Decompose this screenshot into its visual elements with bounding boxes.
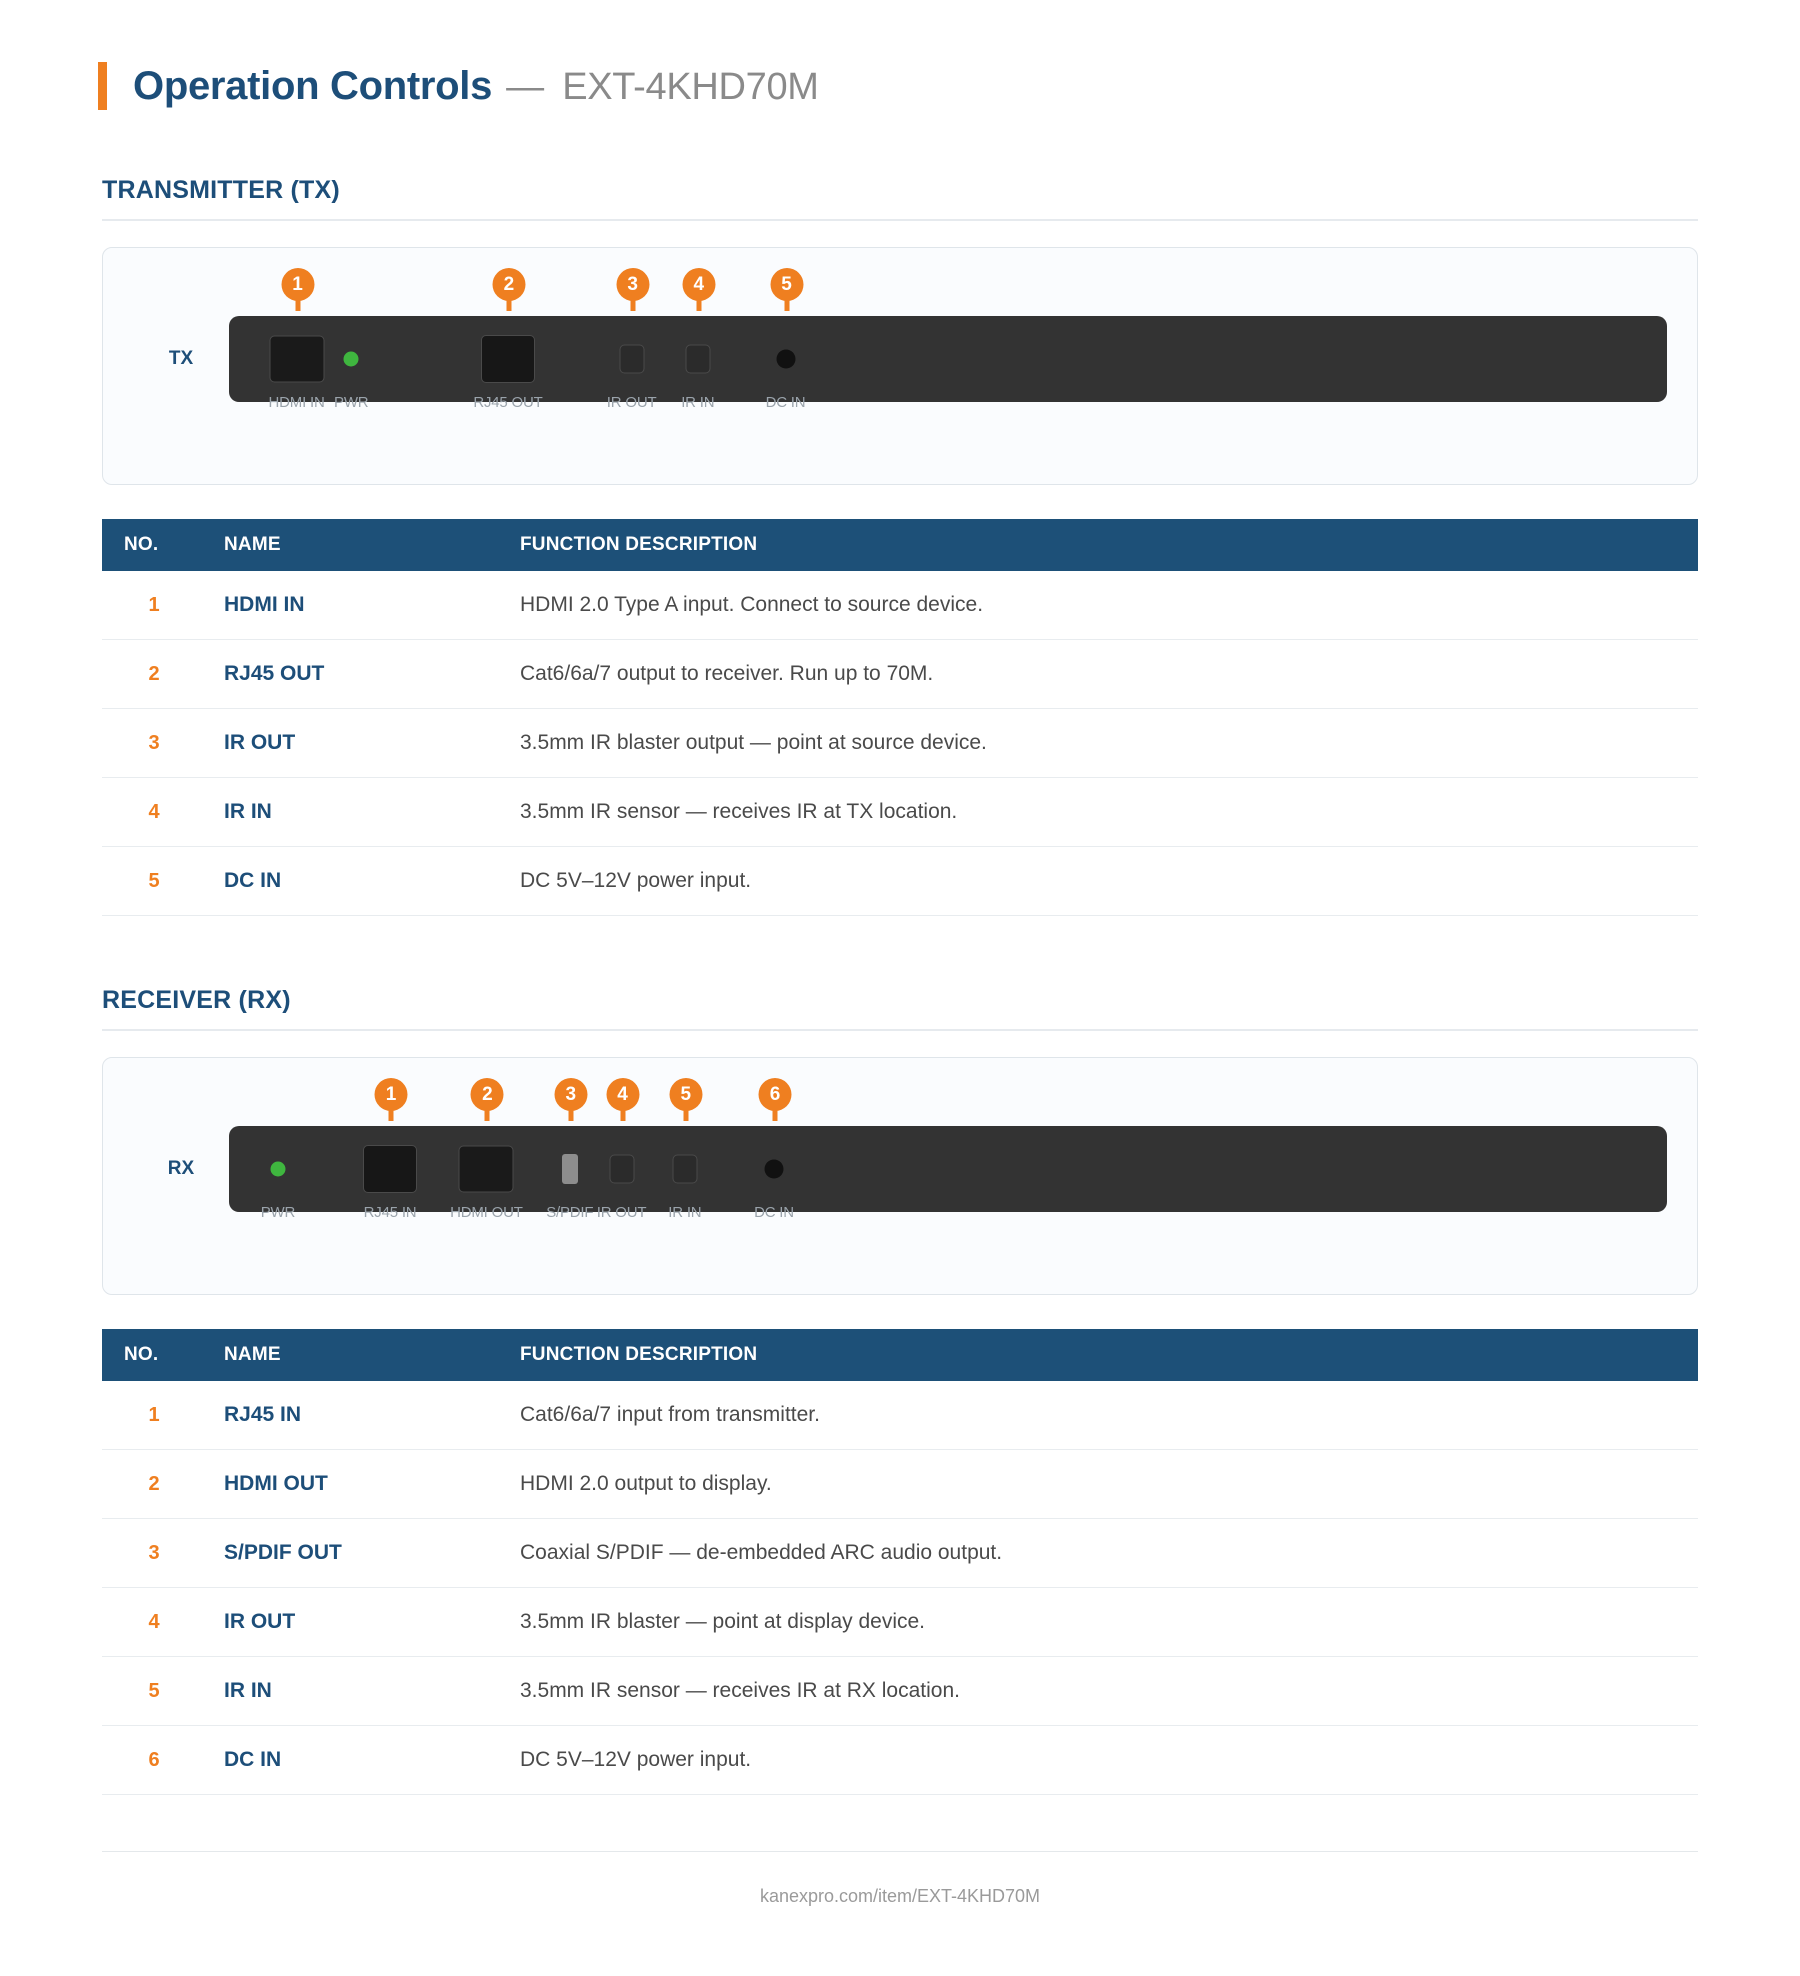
- callout-marker-5: [669, 1078, 702, 1121]
- ir-jack-icon: [609, 1155, 634, 1184]
- callout-number: 4: [682, 268, 715, 301]
- callout-marker-3: [554, 1078, 587, 1121]
- callout-stem: [389, 1108, 394, 1121]
- row-port-name: HDMI OUT: [224, 1450, 520, 1519]
- callout-number: 2: [471, 1078, 504, 1111]
- receiver-diagram-card: [102, 1057, 1698, 1295]
- row-port-name: DC IN: [224, 847, 520, 916]
- port-label: HDMI IN: [268, 394, 325, 411]
- dc-jack-icon: [765, 1160, 784, 1179]
- callout-stem: [773, 1108, 778, 1121]
- row-description: Cat6/6a/7 input from transmitter.: [520, 1381, 1698, 1450]
- callout-marker-1: [281, 268, 314, 311]
- dc-jack-icon: [776, 350, 795, 369]
- port-label: DC IN: [765, 394, 806, 411]
- row-port-name: IR OUT: [224, 709, 520, 778]
- row-number: 5: [102, 1657, 224, 1726]
- port-label: RJ45 IN: [363, 1204, 417, 1221]
- callout-number: 5: [669, 1078, 702, 1111]
- callout-stem: [620, 1108, 625, 1121]
- table-row: [102, 1657, 1698, 1726]
- callout-number: 1: [375, 1078, 408, 1111]
- column-header-desc: FUNCTION DESCRIPTION: [520, 1329, 1698, 1381]
- callout-marker-4: [606, 1078, 639, 1121]
- callout-number: 3: [554, 1078, 587, 1111]
- transmitter-port-table: [102, 519, 1698, 916]
- column-header-no: NO.: [102, 519, 224, 571]
- transmitter-table-body: [102, 571, 1698, 916]
- table-header-row: [102, 519, 1698, 571]
- receiver-port-table: [102, 1329, 1698, 1795]
- callout-marker-5: [770, 268, 803, 311]
- callout-number: 4: [606, 1078, 639, 1111]
- column-header-name: NAME: [224, 519, 520, 571]
- callout-stem: [630, 298, 635, 311]
- ir-jack-icon: [619, 345, 644, 374]
- row-port-name: DC IN: [224, 1726, 520, 1795]
- table-row: [102, 1519, 1698, 1588]
- port-label: IR IN: [681, 394, 715, 411]
- row-description: 3.5mm IR blaster — point at display device.: [520, 1588, 1698, 1657]
- hdmi-port-icon: [459, 1146, 514, 1193]
- section-heading-transmitter: TRANSMITTER (TX): [102, 176, 1698, 221]
- row-number: 4: [102, 778, 224, 847]
- callout-stem: [295, 298, 300, 311]
- column-header-no: NO.: [102, 1329, 224, 1381]
- page-title-model: EXT-4KHD70M: [562, 65, 819, 108]
- row-description: Cat6/6a/7 output to receiver. Run up to 70M.: [520, 640, 1698, 709]
- port-label: HDMI OUT: [450, 1204, 523, 1221]
- receiver-table-body: [102, 1381, 1698, 1795]
- row-description: 3.5mm IR sensor — receives IR at TX location.: [520, 778, 1698, 847]
- table-row: [102, 778, 1698, 847]
- column-header-name: NAME: [224, 1329, 520, 1381]
- transmitter-device-row: [103, 316, 1697, 411]
- row-number: 1: [102, 571, 224, 640]
- power-led-icon: [270, 1162, 285, 1177]
- table-row: [102, 1726, 1698, 1795]
- port-label: PWR: [334, 394, 369, 411]
- port-label: S/PDIF: [546, 1204, 594, 1221]
- callout-number: 2: [492, 268, 525, 301]
- row-port-name: IR IN: [224, 1657, 520, 1726]
- port-label: IR OUT: [596, 1204, 647, 1221]
- row-number: 2: [102, 640, 224, 709]
- table-row: [102, 1588, 1698, 1657]
- ir-jack-icon: [685, 345, 710, 374]
- table-row: [102, 1381, 1698, 1450]
- column-header-desc: FUNCTION DESCRIPTION: [520, 519, 1698, 571]
- row-port-name: IR IN: [224, 778, 520, 847]
- callout-marker-3: [616, 268, 649, 311]
- footer-url: kanexpro.com/item/EXT-4KHD70M: [102, 1851, 1698, 1907]
- callout-number: 6: [759, 1078, 792, 1111]
- callout-stem: [506, 298, 511, 311]
- row-port-name: S/PDIF OUT: [224, 1519, 520, 1588]
- operation-controls-page: [0, 62, 1800, 1976]
- callout-number: 3: [616, 268, 649, 301]
- table-row: [102, 709, 1698, 778]
- row-description: 3.5mm IR blaster output — point at source device.: [520, 709, 1698, 778]
- callout-stem: [683, 1108, 688, 1121]
- transmitter-diagram-card: [102, 247, 1698, 485]
- port-label: DC IN: [754, 1204, 794, 1221]
- table-row: [102, 640, 1698, 709]
- row-description: Coaxial S/PDIF — de-embedded ARC audio output.: [520, 1519, 1698, 1588]
- row-number: 3: [102, 1519, 224, 1588]
- row-number: 4: [102, 1588, 224, 1657]
- table-header-row: [102, 1329, 1698, 1381]
- callout-marker-2: [492, 268, 525, 311]
- row-description: HDMI 2.0 output to display.: [520, 1450, 1698, 1519]
- callout-stem: [784, 298, 789, 311]
- callout-stem: [696, 298, 701, 311]
- transmitter-device-label: TX: [168, 348, 194, 369]
- port-label: IR IN: [668, 1204, 702, 1221]
- row-description: DC 5V–12V power input.: [520, 1726, 1698, 1795]
- row-port-name: RJ45 IN: [224, 1381, 520, 1450]
- port-label: IR OUT: [606, 394, 657, 411]
- row-number: 3: [102, 709, 224, 778]
- receiver-device-label: RX: [167, 1158, 195, 1179]
- receiver-device-row: [103, 1126, 1697, 1221]
- table-row: [102, 847, 1698, 916]
- row-port-name: RJ45 OUT: [224, 640, 520, 709]
- callout-number: 1: [281, 268, 314, 301]
- row-number: 6: [102, 1726, 224, 1795]
- row-port-name: HDMI IN: [224, 571, 520, 640]
- callout-number: 5: [770, 268, 803, 301]
- rj45-port-icon: [481, 335, 535, 383]
- port-label: RJ45 OUT: [473, 394, 543, 411]
- hdmi-port-icon: [269, 336, 324, 383]
- page-title-main: Operation Controls: [133, 63, 493, 108]
- row-number: 2: [102, 1450, 224, 1519]
- page-title: [98, 62, 1800, 110]
- callout-stem: [485, 1108, 490, 1121]
- row-description: HDMI 2.0 Type A input. Connect to source device.: [520, 571, 1698, 640]
- table-row: [102, 571, 1698, 640]
- rj45-port-icon: [363, 1145, 417, 1193]
- spdif-port-icon: [562, 1154, 578, 1184]
- power-led-icon: [344, 352, 359, 367]
- callout-marker-1: [375, 1078, 408, 1121]
- callout-marker-4: [682, 268, 715, 311]
- callout-marker-2: [471, 1078, 504, 1121]
- row-port-name: IR OUT: [224, 1588, 520, 1657]
- receiver-front-panel: [229, 1126, 1667, 1221]
- ir-jack-icon: [672, 1155, 697, 1184]
- row-description: DC 5V–12V power input.: [520, 847, 1698, 916]
- table-row: [102, 1450, 1698, 1519]
- row-description: 3.5mm IR sensor — receives IR at RX location.: [520, 1657, 1698, 1726]
- transmitter-front-panel: [229, 316, 1667, 411]
- callout-stem: [568, 1108, 573, 1121]
- row-number: 1: [102, 1381, 224, 1450]
- callout-marker-6: [759, 1078, 792, 1121]
- title-accent-bar: [98, 62, 107, 110]
- row-number: 5: [102, 847, 224, 916]
- page-title-separator: —: [506, 65, 544, 108]
- section-heading-receiver: RECEIVER (RX): [102, 986, 1698, 1031]
- port-label: PWR: [260, 1204, 296, 1221]
